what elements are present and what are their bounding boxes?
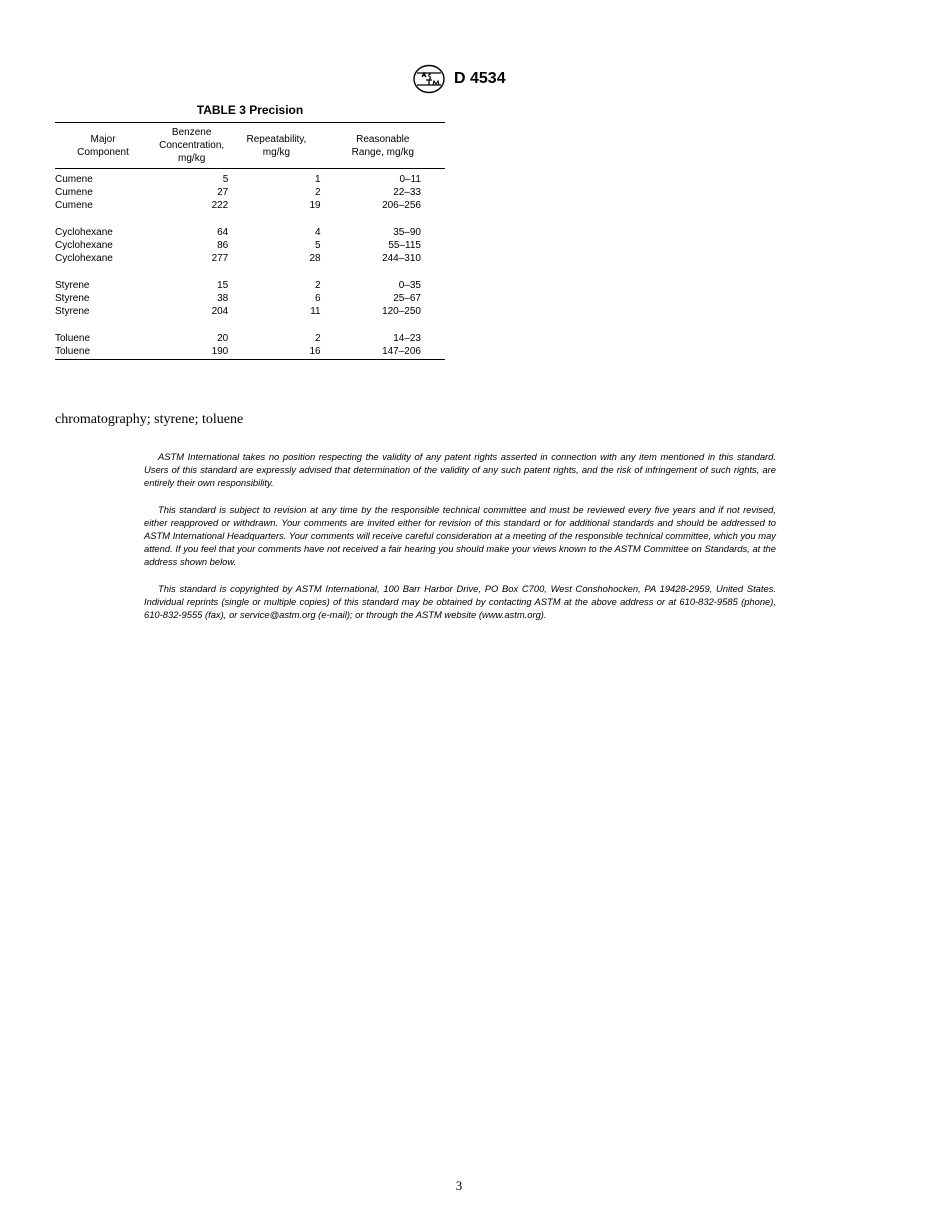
cell-concentration: 38 <box>217 293 229 304</box>
cell-concentration: 190 <box>151 345 232 360</box>
cell-component: Styrene <box>55 293 90 304</box>
cell-range: 147–206 <box>321 345 445 360</box>
page-number: 3 <box>455 1178 463 1193</box>
cell-range: 0–11 <box>399 174 421 185</box>
cell-component: Toluene <box>55 345 151 360</box>
cell-repeatability: 2 <box>315 280 321 291</box>
cell-range: 25–67 <box>393 293 421 304</box>
revision-notice: This standard is subject to revision at any time by the responsible technical committee and must be reviewed every five years and if not revised, either reapproved or withdrawn. Your comments are invited either for revision of this standard or for additional standards and should be addressed to ASTM International Headquarters. Your comments will receive careful consideration at a meeting of the responsible technical committee, which you may attend. If you feel that your comments have not received a fair hearing you should make your views known to the ASTM Committee on Standards, at the address shown below. <box>144 503 776 568</box>
cell-component: Cyclohexane <box>55 253 113 264</box>
cell-component: Cyclohexane <box>55 227 113 238</box>
cell-component: Cumene <box>55 174 93 185</box>
cell-repeatability: 16 <box>232 345 320 360</box>
cell-component: Cyclohexane <box>55 240 113 251</box>
cell-component: Toluene <box>55 333 91 344</box>
cell-range: 120–250 <box>382 306 421 317</box>
cell-concentration: 27 <box>217 187 229 198</box>
cell-range: 14–23 <box>393 333 421 344</box>
table-row <box>55 199 445 212</box>
cell-concentration: 86 <box>217 240 229 251</box>
precision-table <box>55 122 445 360</box>
cell-repeatability: 2 <box>315 187 321 198</box>
table-row <box>55 212 445 239</box>
table-row <box>55 305 445 318</box>
table-row <box>55 292 445 305</box>
cell-repeatability: 1 <box>315 174 321 185</box>
cell-range: 55–115 <box>388 240 421 251</box>
table-row <box>55 252 445 265</box>
cell-component: Styrene <box>55 306 90 317</box>
table-title: TABLE 3 Precision <box>196 103 304 117</box>
document-designation: D 4534 <box>454 70 506 87</box>
cell-range: 22–33 <box>393 187 421 198</box>
cell-concentration: 204 <box>211 306 229 317</box>
cell-component: Cumene <box>55 187 93 198</box>
cell-repeatability: 19 <box>309 200 321 211</box>
cell-range: 206–256 <box>382 200 421 211</box>
column-header-repeatability: Repeatability, mg/kg <box>232 123 320 169</box>
column-header-benzene-concentration: Benzene Concentration, mg/kg <box>151 123 232 169</box>
cell-repeatability: 4 <box>315 227 321 238</box>
table-row <box>55 265 445 292</box>
cell-concentration: 277 <box>211 253 229 264</box>
cell-concentration: 15 <box>217 280 229 291</box>
patent-notice: ASTM International takes no position respecting the validity of any patent rights asserted in connection with any item mentioned in this standard. Users of this standard are expressly advised that determination of the validity of any such patent rights, and the risk of infringement of such rights, are entirely their own responsibility. <box>144 451 776 489</box>
cell-repeatability: 6 <box>315 293 321 304</box>
table-row <box>55 239 445 252</box>
page-header <box>412 64 506 94</box>
cell-range: 0–35 <box>398 280 421 291</box>
cell-concentration: 222 <box>211 200 229 211</box>
table-row <box>55 169 445 187</box>
cell-repeatability: 28 <box>309 253 321 264</box>
table-body <box>55 169 445 360</box>
cell-concentration: 64 <box>217 227 229 238</box>
column-header-major-component: Major Component <box>55 123 151 169</box>
cell-range: 244–310 <box>382 253 421 264</box>
cell-component: Cumene <box>55 200 93 211</box>
cell-concentration: 20 <box>217 333 229 344</box>
table-row <box>55 186 445 199</box>
cell-range: 35–90 <box>393 227 421 238</box>
copyright-notice: This standard is copyrighted by ASTM International, 100 Barr Harbor Drive, PO Box C700, West Conshohocken, PA 19428-2959, United States. Individual reprints (single or multiple copies) of this standard may be obtained by contacting ASTM at the above address or at 610-832-9585 (phone), 610-832-9555 (fax), or service@astm.org (e-mail); or through the ASTM website (www.astm.org). <box>144 582 776 621</box>
table-header-row <box>55 123 445 169</box>
table-row <box>55 318 445 345</box>
column-header-reasonable-range: Reasonable Range, mg/kg <box>321 123 445 169</box>
cell-repeatability: 2 <box>315 333 321 344</box>
cell-concentration: 5 <box>222 174 229 185</box>
notices <box>144 450 776 634</box>
cell-component: Styrene <box>55 280 90 291</box>
keywords: chromatography; styrene; toluene <box>55 412 244 427</box>
cell-repeatability: 5 <box>315 240 321 251</box>
table-row <box>55 345 445 360</box>
cell-repeatability: 11 <box>310 306 321 317</box>
astm-logo-icon <box>412 64 446 94</box>
